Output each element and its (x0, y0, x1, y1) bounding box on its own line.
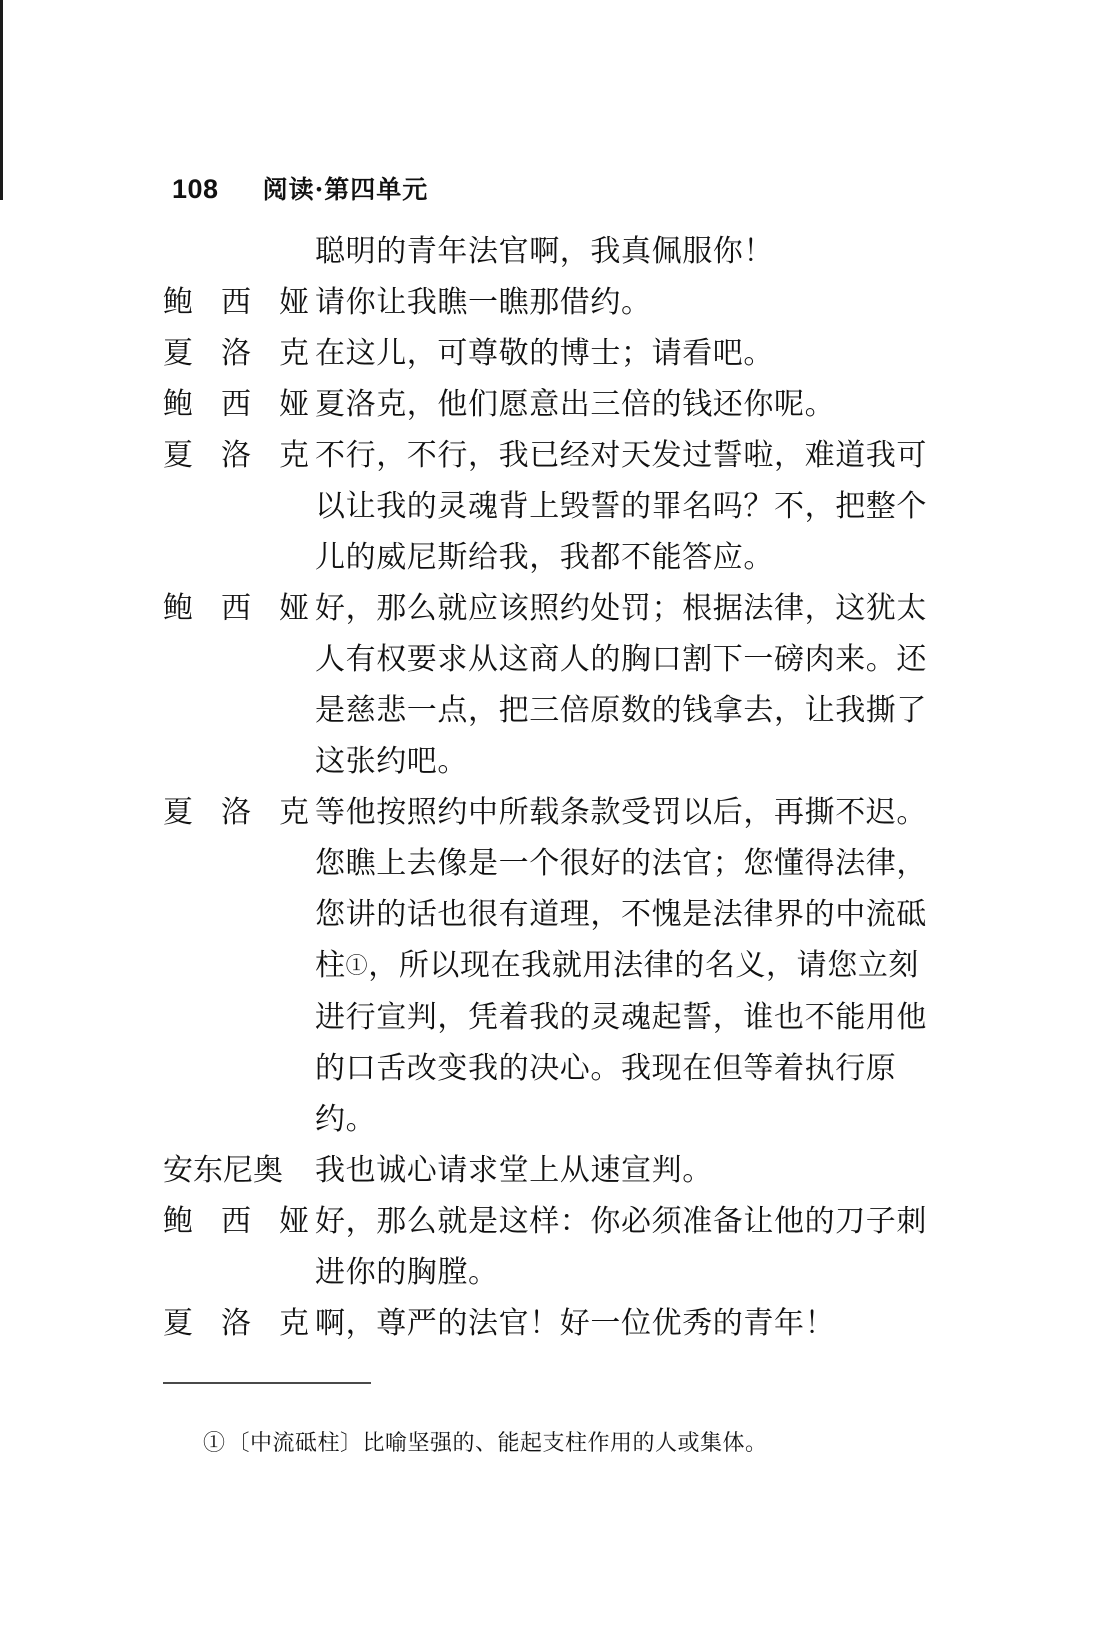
speech-block (163, 787, 1043, 1145)
speech-line: 约。 (315, 1102, 377, 1137)
speech-lines (315, 1196, 1043, 1298)
speaker-name (163, 277, 315, 328)
speaker-name (163, 379, 315, 430)
speaker-name-char: 克 (279, 336, 309, 371)
speech-line: 是慈悲一点，把三倍原数的钱拿去，让我撕了 (315, 693, 927, 728)
speech-lines (315, 1298, 1043, 1349)
speaker-name-char: 克 (279, 1306, 309, 1341)
footnote-reference-icon: ① (345, 954, 369, 979)
speaker-name-char: 夏 (163, 438, 193, 473)
speaker-name (163, 1196, 315, 1247)
speaker-name-char: 洛 (221, 438, 251, 473)
speaker-name-char: 洛 (221, 795, 251, 830)
speech-line: 进行宣判，凭着我的灵魂起誓，谁也不能用他 (315, 1000, 927, 1035)
speech-line: 请你让我瞧一瞧那借约。 (315, 285, 652, 320)
speaker-name (163, 787, 315, 838)
speech-line: 好，那么就是这样：你必须准备让他的刀子刺 (315, 1204, 927, 1239)
speaker-name (163, 1298, 315, 1349)
speech-line: 聪明的青年法官啊，我真佩服你！ (315, 234, 774, 269)
speech-lines (315, 787, 1043, 1145)
speech-lines (315, 379, 1043, 430)
speech-lines (315, 277, 1043, 328)
speech-block (163, 1196, 1043, 1298)
footnote-text: 〔中流砥柱〕比喻坚强的、能起支柱作用的人或集体。 (227, 1431, 768, 1456)
speech-block (163, 1298, 1043, 1349)
speaker-name-char: 西 (221, 591, 251, 626)
speech-block (163, 379, 1043, 430)
speaker-name-char: 娅 (279, 1204, 309, 1239)
speaker-name-char: 克 (279, 795, 309, 830)
speech-line: 以让我的灵魂背上毁誓的罪名吗？不，把整个 (315, 489, 927, 524)
speaker-name (163, 430, 315, 481)
page-number: 108 (172, 174, 219, 204)
speech-line: 您瞧上去像是一个很好的法官；您懂得法律， (315, 846, 927, 881)
footnote-item (203, 1427, 768, 1461)
running-head-title: 阅读·第四单元 (262, 175, 429, 204)
speech-line: 柱①，所以现在我就用法律的名义，请您立刻 (315, 948, 920, 983)
speech-block (163, 430, 1043, 583)
speech-line: 进你的胸膛。 (315, 1255, 499, 1290)
speech-line: 这张约吧。 (315, 744, 468, 779)
scan-edge-artifact (0, 0, 3, 200)
speaker-name-char: 西 (221, 1204, 251, 1239)
speaker-name: 安东尼奥 (163, 1153, 283, 1188)
speech-lines (315, 328, 1043, 379)
play-script-body (163, 226, 1043, 1349)
speech-line: 人有权要求从这商人的胸口割下一磅肉来。还 (315, 642, 927, 677)
speech-line: 您讲的话也很有道理，不愧是法律界的中流砥 (315, 897, 927, 932)
speech-line: 不行，不行，我已经对天发过誓啦，难道我可 (315, 438, 927, 473)
speech-block (163, 583, 1043, 787)
speech-line: 的口舌改变我的决心。我现在但等着执行原 (315, 1051, 897, 1086)
speech-line: 儿的威尼斯给我，我都不能答应。 (315, 540, 774, 575)
speaker-name-char: 娅 (279, 387, 309, 422)
speech-lines (315, 430, 1043, 583)
speech-block (163, 328, 1043, 379)
speaker-name-char: 夏 (163, 795, 193, 830)
speech-block (163, 226, 1043, 277)
speaker-name (163, 583, 315, 634)
speech-line: 好，那么就应该照约处罚；根据法律，这犹太 (315, 591, 927, 626)
speech-line: 夏洛克，他们愿意出三倍的钱还你呢。 (315, 387, 836, 422)
speech-lines (315, 226, 1043, 277)
speaker-name-char: 洛 (221, 1306, 251, 1341)
speaker-name-char: 西 (221, 285, 251, 320)
speaker-name-char: 洛 (221, 336, 251, 371)
speaker-name-char: 夏 (163, 336, 193, 371)
speaker-name-char: 娅 (279, 591, 309, 626)
speaker-name-char: 鲍 (163, 387, 193, 422)
speech-block (163, 277, 1043, 328)
speaker-name (163, 328, 315, 379)
speaker-name-char: 鲍 (163, 1204, 193, 1239)
speech-line: 等他按照约中所载条款受罚以后，再撕不迟。 (315, 795, 927, 830)
speech-line: 啊，尊严的法官！好一位优秀的青年！ (315, 1306, 836, 1341)
speech-lines (315, 1145, 1043, 1196)
speech-block (163, 1145, 1043, 1196)
running-head (172, 170, 428, 206)
speech-line: 我也诚心请求堂上从速宣判。 (315, 1153, 713, 1188)
speaker-name-char: 西 (221, 387, 251, 422)
footnote-separator-rule (163, 1382, 371, 1384)
speech-line: 在这儿，可尊敬的博士；请看吧。 (315, 336, 774, 371)
speaker-name-char: 鲍 (163, 591, 193, 626)
speaker-name-char: 鲍 (163, 285, 193, 320)
footnote-marker: ① (203, 1431, 226, 1456)
speaker-name-char: 娅 (279, 285, 309, 320)
speaker-name-char: 克 (279, 438, 309, 473)
speaker-name-char: 夏 (163, 1306, 193, 1341)
speech-lines (315, 583, 1043, 787)
